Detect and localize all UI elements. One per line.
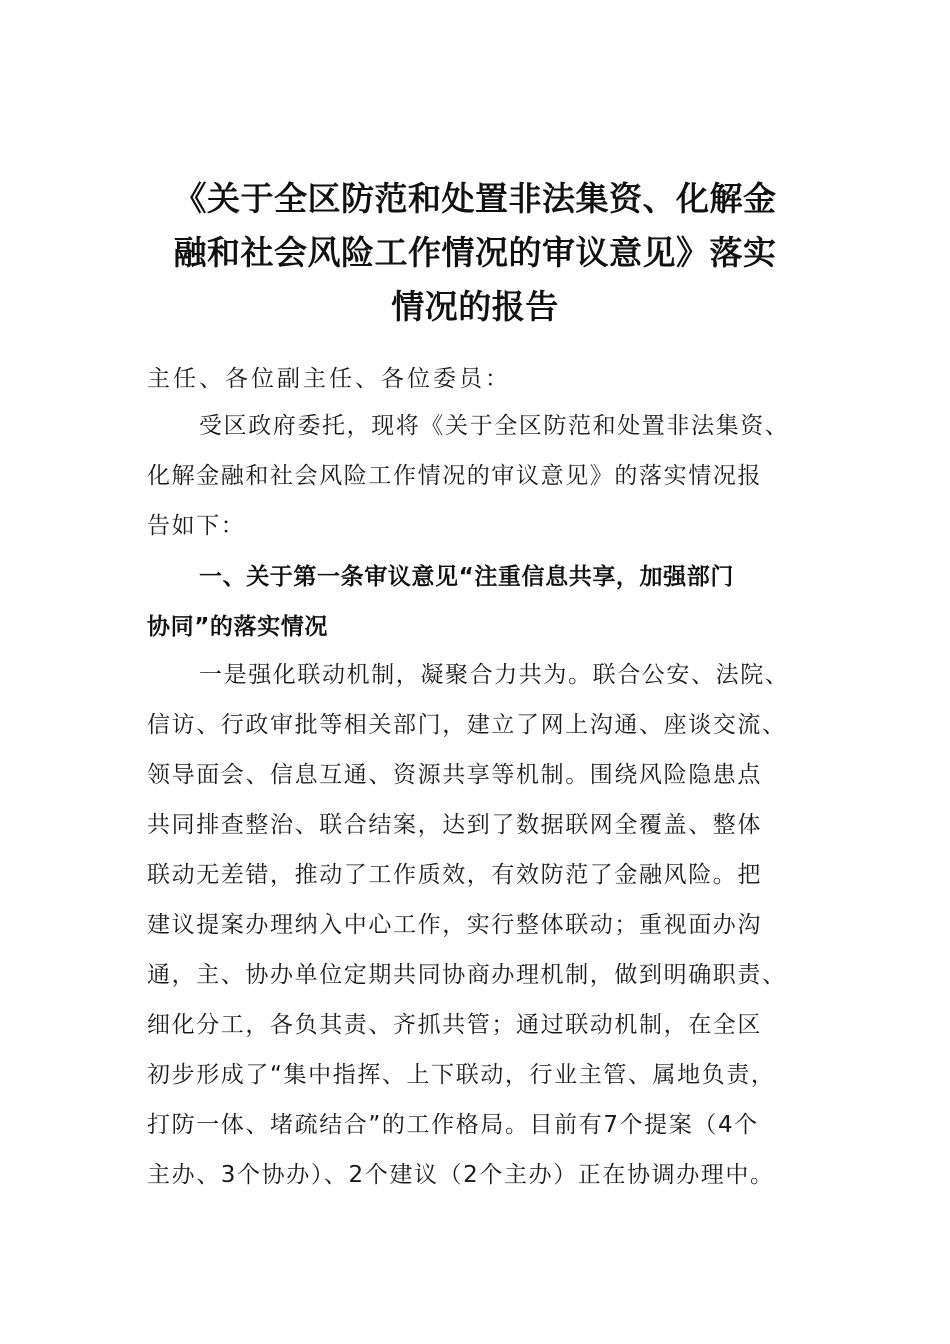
body-line-3: 领导面会、信息互通、资源共享等机制。围绕风险隐患点: [147, 762, 762, 788]
body-line-7: 通，主、协办单位定期共同协商办理机制，做到明确职责、: [147, 962, 787, 988]
body-line-5: 联动无差错，推动了工作质效，有效防范了金融风险。把: [147, 862, 762, 888]
section-1-heading-line-1: 一、关于第一条审议意见“注重信息共享，加强部门: [199, 564, 734, 590]
body-line-1: 一是强化联动机制，凝聚合力共为。联合公安、法院、: [199, 662, 790, 688]
title-line-2: 融和社会风险工作情况的审议意见》落实: [173, 233, 777, 272]
intro-line-1: 受区政府委托，现将《关于全区防范和处置非法集资、: [199, 413, 790, 439]
body-line-9: 初步形成了“集中指挥、上下联动，行业主管、属地负责，: [147, 1062, 776, 1088]
intro-line-3: 告如下：: [147, 513, 246, 539]
body-line-8: 细化分工，各负其责、齐抓共管；通过联动机制，在全区: [147, 1012, 762, 1038]
body-line-4: 共同排查整治、联合结案，达到了数据联网全覆盖、整体: [147, 812, 762, 838]
body-line-6: 建议提案办理纳入中心工作，实行整体联动；重视面办沟: [147, 912, 762, 938]
body-line-10: 打防一体、堵疏结合”的工作格局。目前有7个提案（4个: [147, 1112, 759, 1138]
document-title: [140, 172, 810, 334]
section-1-heading-line-2: 协同”的落实情况: [147, 614, 328, 640]
section-1-body: [147, 650, 812, 1200]
intro-paragraph: [147, 401, 812, 551]
title-line-1: 《关于全区防范和处置非法集资、化解金: [173, 179, 777, 218]
body-line-11: 主办、3个协办）、2个建议（2个主办）正在协调办理中。: [147, 1162, 775, 1188]
intro-line-2: 化解金融和社会风险工作情况的审议意见》的落实情况报: [147, 463, 762, 489]
title-line-3: 情况的报告: [391, 287, 559, 326]
section-1-heading: [147, 552, 812, 652]
body-line-2: 信访、行政审批等相关部门，建立了网上沟通、座谈交流、: [147, 712, 787, 738]
salutation: 主任、各位副主任、各位委员：: [147, 366, 511, 392]
